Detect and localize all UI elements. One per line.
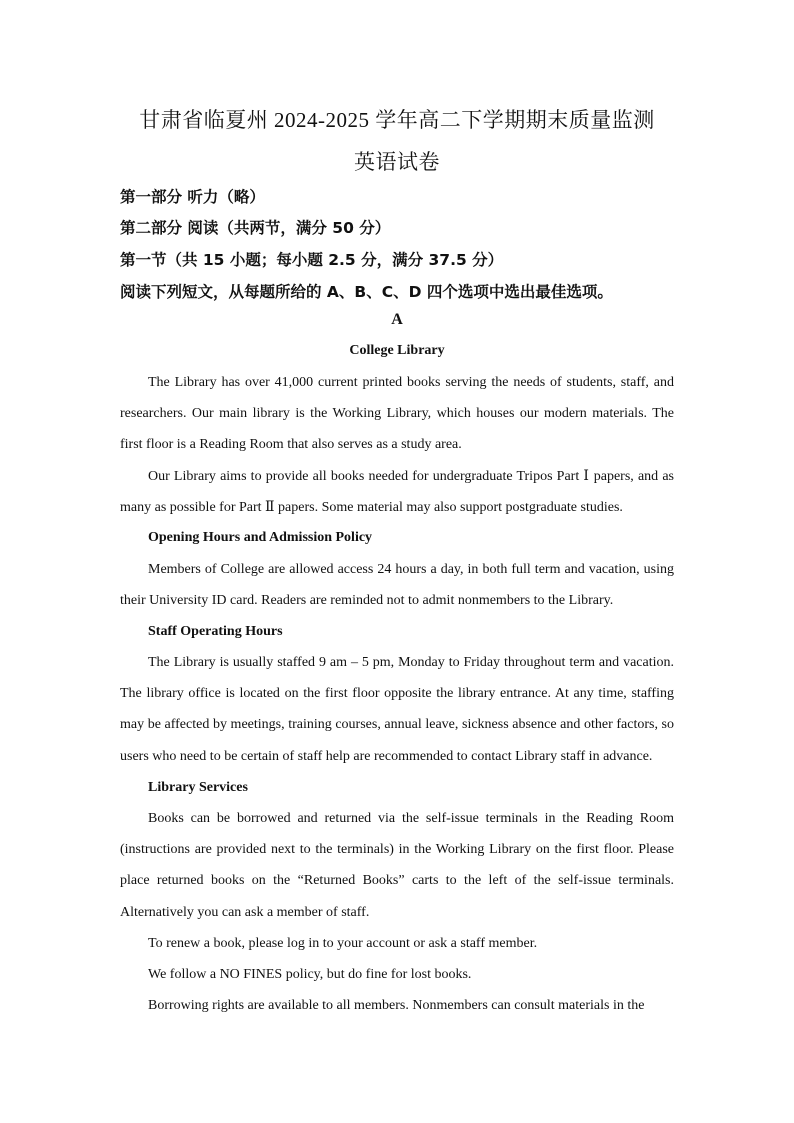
- paragraph-4: The Library is usually staffed 9 am – 5 pm, Monday to Friday throughout term and vacation. The library office is located on the first floor opposite the library entrance. At any time, staffing may be affected by meetings, training courses, annual leave, sickness absence and other factors, so users who need to be certain of staff help are recommended to contact Library staff in advance.: [120, 655, 674, 764]
- subheading-library-services: Library Services: [148, 780, 248, 795]
- section1-heading: 第一节（共 15 小题；每小题 2.5 分，满分 37.5 分）: [120, 251, 504, 269]
- paragraph-5: Books can be borrowed and returned via the self-issue terminals in the Reading Room (instructions are provided next to the terminals) in the Working Library on the first floor. Please place returned books on the “Returned Books” carts to the left of the self-issue terminals. Alternatively you can ask a member of staff.: [120, 811, 674, 920]
- paragraph-8: Borrowing rights are available to all members. Nonmembers can consult materials in the: [148, 998, 645, 1013]
- paragraph-2: Our Library aims to provide all books needed for undergraduate Tripos Part Ⅰ papers, and as many as possible for Part Ⅱ papers. Some material may also support postgraduate studies.: [120, 469, 674, 516]
- paragraph-3: Members of College are allowed access 24 hours a day, in both full term and vacation, using their University ID card. Readers are reminded not to admit nonmembers to the Library.: [120, 562, 674, 609]
- exam-subtitle: 英语试卷: [354, 150, 440, 174]
- paragraph-6: To renew a book, please log in to your account or ask a staff member.: [148, 936, 538, 951]
- paragraph-7: We follow a NO FINES policy, but do fine for lost books.: [148, 967, 472, 982]
- subheading-opening-hours: Opening Hours and Admission Policy: [148, 530, 373, 545]
- part1-heading: 第一部分 听力（略）: [120, 188, 265, 206]
- paragraph-1: The Library has over 41,000 current printed books serving the needs of students, staff, and researchers. Our main library is the Working Library, which houses our modern materials. The first floor is a Reading Room that also serves as a study area.: [120, 375, 674, 453]
- part2-heading: 第二部分 阅读（共两节，满分 50 分）: [120, 219, 391, 237]
- exam-title: 甘肃省临夏州 2024-2025 学年高二下学期期末质量监测: [139, 108, 655, 132]
- passage-letter: A: [391, 311, 403, 328]
- subheading-staff-hours: Staff Operating Hours: [148, 624, 283, 639]
- passage-title: College Library: [349, 343, 445, 358]
- directions-text: 阅读下列短文，从每题所给的 A、B、C、D 四个选项中选出最佳选项。: [120, 283, 613, 301]
